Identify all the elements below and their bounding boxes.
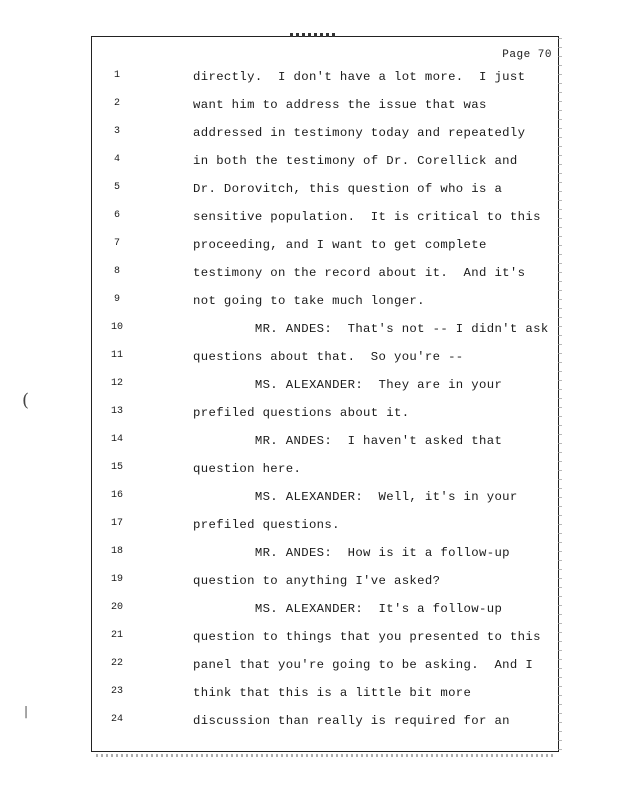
- line-number: 6: [113, 210, 120, 221]
- transcript-line: testimony on the record about it. And it's: [193, 266, 526, 280]
- line-number: 11: [110, 350, 123, 361]
- transcript-page-frame: [91, 36, 559, 752]
- transcript-line: MR. ANDES: That's not -- I didn't ask: [193, 322, 549, 336]
- line-number: 10: [110, 322, 123, 333]
- line-number: 24: [110, 714, 123, 725]
- transcript-line: MR. ANDES: How is it a follow-up: [193, 546, 510, 560]
- transcript-line: questions about that. So you're --: [193, 350, 464, 364]
- transcript-line: in both the testimony of Dr. Corellick and: [193, 154, 518, 168]
- transcript-line: prefiled questions about it.: [193, 406, 410, 420]
- frame-top-mark: [290, 33, 338, 37]
- line-number: 22: [110, 658, 123, 669]
- scan-edge-speckle-bottom: [96, 754, 556, 757]
- line-number: 9: [113, 294, 120, 305]
- line-number: 20: [110, 602, 123, 613]
- page-number: Page 70: [502, 49, 552, 61]
- transcript-line: MS. ALEXANDER: It's a follow-up: [193, 602, 503, 616]
- transcript-line: not going to take much longer.: [193, 294, 425, 308]
- line-number: 13: [110, 406, 123, 417]
- transcript-line: question here.: [193, 462, 302, 476]
- left-margin-bracket-mark: (: [22, 390, 30, 411]
- line-number: 17: [110, 518, 123, 529]
- line-number: 16: [110, 490, 123, 501]
- line-number: 7: [113, 238, 120, 249]
- line-number: 18: [110, 546, 123, 557]
- line-number: 3: [113, 126, 120, 137]
- scan-edge-speckle-right: [558, 38, 562, 750]
- line-number: 1: [113, 70, 120, 81]
- transcript-line: MS. ALEXANDER: They are in your: [193, 378, 503, 392]
- line-number: 12: [110, 378, 123, 389]
- transcript-line: prefiled questions.: [193, 518, 340, 532]
- transcript-line: MR. ANDES: I haven't asked that: [193, 434, 503, 448]
- transcript-line: addressed in testimony today and repeatedly: [193, 126, 526, 140]
- left-margin-tick-mark: |: [24, 704, 29, 718]
- line-number: 2: [113, 98, 120, 109]
- transcript-line: discussion than really is required for an: [193, 714, 510, 728]
- transcript-line: proceeding, and I want to get complete: [193, 238, 487, 252]
- line-number: 4: [113, 154, 120, 165]
- transcript-line: want him to address the issue that was: [193, 98, 487, 112]
- line-number: 23: [110, 686, 123, 697]
- transcript-line: question to things that you presented to this: [193, 630, 541, 644]
- transcript-line: question to anything I've asked?: [193, 574, 441, 588]
- line-number: 19: [110, 574, 123, 585]
- line-number: 8: [113, 266, 120, 277]
- transcript-line: panel that you're going to be asking. And I: [193, 658, 534, 672]
- line-number: 5: [113, 182, 120, 193]
- transcript-line: MS. ALEXANDER: Well, it's in your: [193, 490, 518, 504]
- line-number: 15: [110, 462, 123, 473]
- transcript-line: directly. I don't have a lot more. I just: [193, 70, 526, 84]
- line-number: 21: [110, 630, 123, 641]
- transcript-line: sensitive population. It is critical to this: [193, 210, 541, 224]
- transcript-line: think that this is a little bit more: [193, 686, 472, 700]
- transcript-line: Dr. Dorovitch, this question of who is a: [193, 182, 503, 196]
- line-number: 14: [110, 434, 123, 445]
